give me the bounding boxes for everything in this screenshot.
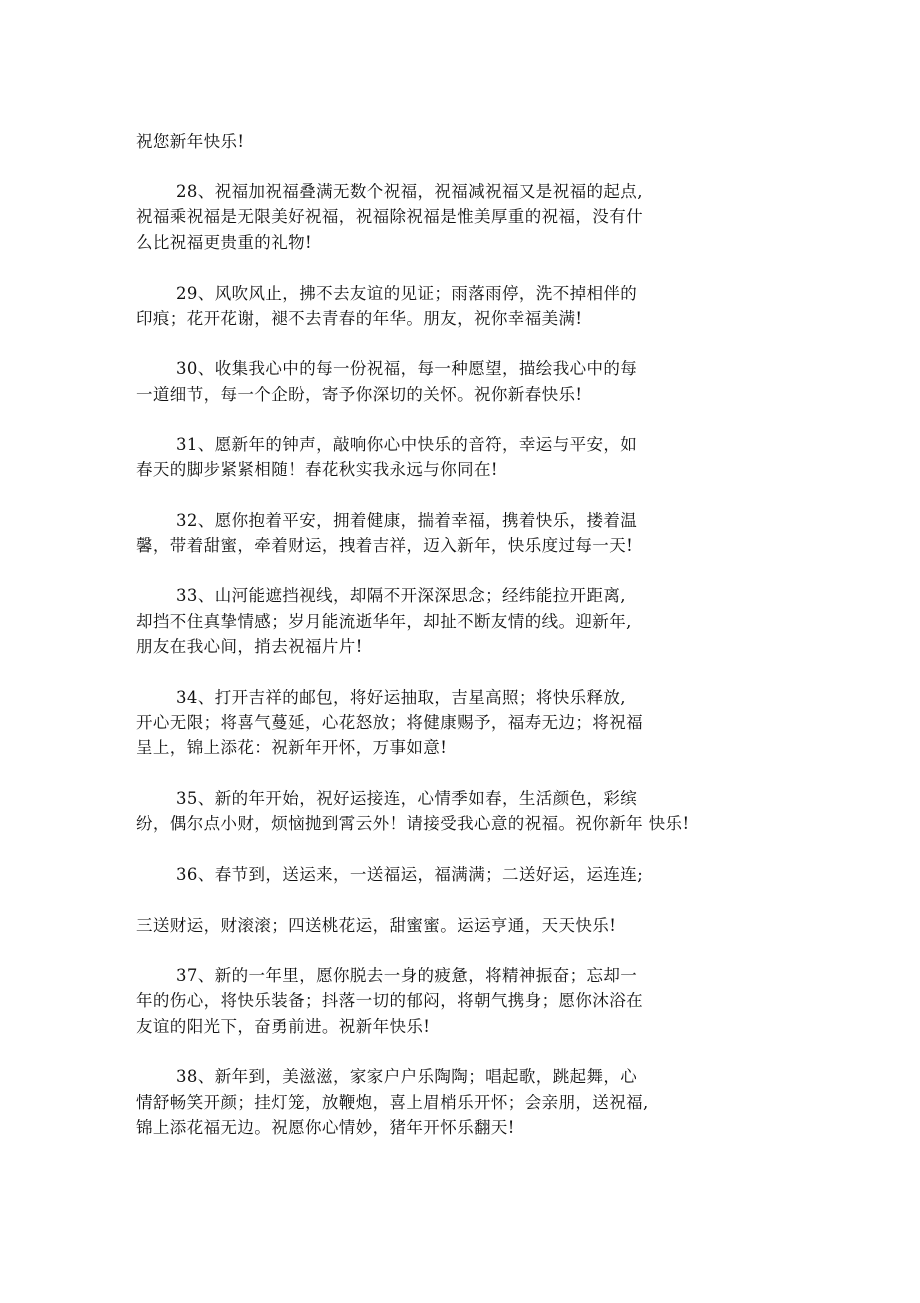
- wish-32-line-2: 馨，带着甜蜜，牵着财运，拽着吉祥，迈入新年，快乐度过每一天!: [136, 536, 634, 555]
- wish-34-line-2: 开心无限；将喜气蔓延，心花怒放；将健康赐予，福寿无边；将祝福: [136, 713, 643, 732]
- wish-28-line-3: 么比祝福更贵重的礼物!: [136, 233, 313, 252]
- wish-34-line-1: 34、打开吉祥的邮包，将好运抽取，吉星高照；将快乐释放,: [176, 688, 626, 707]
- wish-37-line-2: 年的伤心，将快乐装备；抖落一切的郁闷，将朝气携身；愿你沐浴在: [136, 991, 643, 1010]
- text-line: 祝您新年快乐!: [136, 132, 245, 151]
- wish-35-line-2: 纷，偶尔点小财，烦恼抛到霄云外！请接受我心意的祝福。祝你新年 快乐!: [136, 814, 690, 833]
- wish-36-line-1: 36、春节到，送运来，一送福运，福满满；二送好运，运连连;: [176, 865, 644, 884]
- wish-30-line-2: 一道细节，每一个企盼，寄予你深切的关怀。祝你新春快乐!: [136, 385, 583, 404]
- wish-31-line-1: 31、愿新年的钟声，敲响你心中快乐的音符，幸运与平安，如: [176, 435, 638, 454]
- wish-33-line-3: 朋友在我心间，捎去祝福片片!: [136, 637, 363, 656]
- wish-28-line-2: 祝福乘祝福是无限美好祝福，祝福除祝福是惟美厚重的祝福，没有什: [136, 207, 643, 226]
- wish-37-line-1: 37、新的一年里，愿你脱去一身的疲惫，将精神振奋；忘却一: [176, 966, 638, 985]
- wish-36-line-2: 三送财运，财滚滚；四送桃花运，甜蜜蜜。运运亨通，天天快乐!: [136, 916, 617, 935]
- wish-29-line-2: 印痕；花开花谢，褪不去青春的年华。朋友，祝你幸福美满!: [136, 309, 583, 328]
- wish-38-line-2: 情舒畅笑开颜；挂灯笼，放鞭炮，喜上眉梢乐开怀；会亲朋，送祝福,: [136, 1093, 649, 1112]
- wish-32-line-1: 32、愿你抱着平安，拥着健康，揣着幸福，携着快乐，搂着温: [176, 511, 638, 530]
- wish-33-line-1: 33、山河能遮挡视线，却隔不开深深思念；经纬能拉开距离,: [176, 586, 626, 605]
- wish-35-line-1: 35、新的年开始，祝好运接连，心情季如春，生活颜色，彩缤: [176, 789, 638, 808]
- wish-38-line-1: 38、新年到，美滋滋，家家户户乐陶陶；唱起歌，跳起舞，心: [176, 1067, 638, 1086]
- wish-34-line-3: 呈上，锦上添花：祝新年开怀，万事如意!: [136, 738, 448, 757]
- wish-37-line-3: 友谊的阳光下，奋勇前进。祝新年快乐!: [136, 1017, 431, 1036]
- wish-28-line-1: 28、祝福加祝福叠满无数个祝福，祝福减祝福又是祝福的起点,: [176, 182, 643, 201]
- wish-38-line-3: 锦上添花福无边。祝愿你心情妙，猪年开怀乐翻天!: [136, 1118, 515, 1137]
- wish-33-line-2: 却挡不住真挚情感；岁月能流逝华年，却扯不断友情的线。迎新年,: [136, 612, 632, 631]
- wish-30-line-1: 30、收集我心中的每一份祝福，每一种愿望，描绘我心中的每: [176, 359, 638, 378]
- wish-31-line-2: 春天的脚步紧紧相随！春花秋实我永远与你同在!: [136, 460, 498, 479]
- wish-29-line-1: 29、风吹风止，拂不去友谊的见证；雨落雨停，洗不掉相伴的: [176, 284, 638, 303]
